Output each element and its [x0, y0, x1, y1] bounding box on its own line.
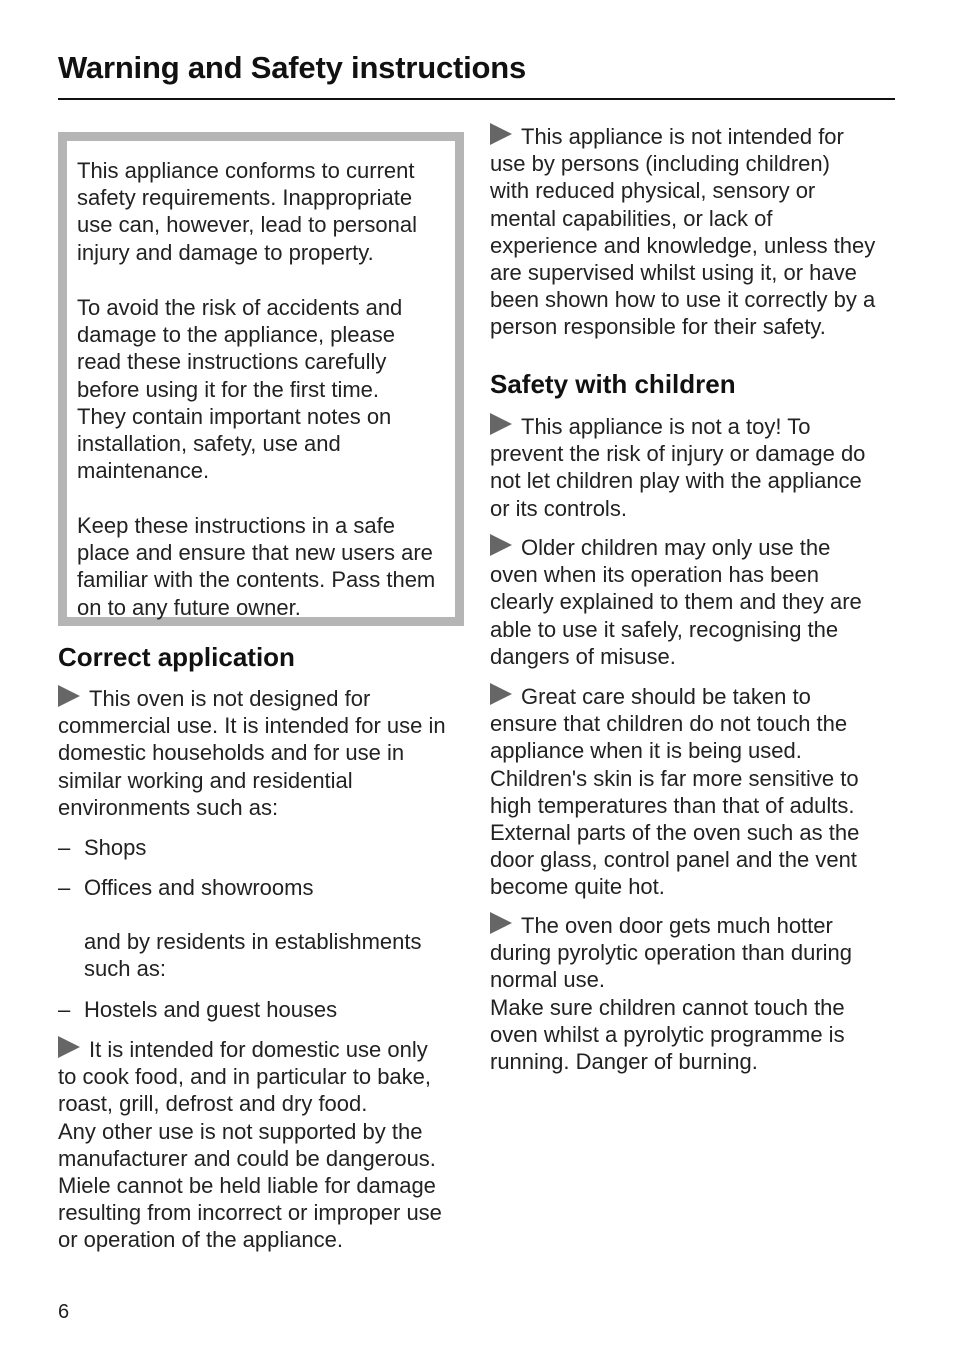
capabilities-paragraph — [490, 123, 900, 341]
title-rule — [58, 98, 895, 100]
list-item-text: Offices and showrooms — [84, 875, 314, 900]
residents-text: and by residents in establishments such as: — [84, 929, 422, 982]
triangle-right-icon — [490, 534, 512, 556]
section-heading-safety-with-children: Safety with children — [490, 369, 736, 399]
correct-application-intro — [58, 685, 468, 821]
domestic-use-text: It is intended for domestic use only to cook food, and in particular to bake, roast, grill, defrost and dry food. Any other use is not supported by the manufacturer and could be dangerous. Miele cannot be held liable for damage resulting from incorrect or improper use or operation of the appliance. — [58, 1037, 442, 1253]
triangle-right-icon — [58, 685, 80, 707]
older-children-text: Older children may only use the oven when its operation has been clearly explained to them and they are able to use it safely, recognising the dangers of misuse. — [490, 535, 862, 669]
intro-text: This oven is not designed for commercial use. It is intended for use in domestic households and for use in similar working and residential environments such as: — [58, 686, 446, 820]
triangle-right-icon — [490, 683, 512, 705]
children-paragraph-older — [490, 534, 900, 670]
pyrolytic-text: The oven door gets much hotter during pyrolytic operation than during normal use. Make sure children cannot touch the oven whilst a pyrolytic programme is running. Danger of burning. — [490, 913, 853, 1075]
capabilities-text: This appliance is not intended for use by persons (including children) with reduced physical, sensory or mental capabilities, or lack of experience and knowledge, unless they are supervised whilst using it, or have been shown how to use it correctly by a person responsible for their safety. — [490, 124, 876, 340]
dash-marker: – — [58, 875, 71, 900]
dash-marker: – — [58, 997, 71, 1022]
toy-text: This appliance is not a toy! To prevent the risk of injury or damage do not let children play with the appliance or its controls. — [490, 414, 866, 521]
domestic-use-paragraph — [58, 1036, 468, 1254]
dash-marker: – — [58, 835, 71, 860]
children-paragraph-hot-surfaces — [490, 683, 900, 901]
triangle-right-icon — [490, 413, 512, 435]
triangle-right-icon — [490, 123, 512, 145]
triangle-right-icon — [490, 912, 512, 934]
triangle-right-icon — [58, 1036, 80, 1058]
notice-paragraph-conformity: This appliance conforms to current safety requirements. Inappropriate use can, however, lead to personal injury and damage to property. — [77, 158, 418, 265]
hot-surfaces-text: Great care should be taken to ensure that children do not touch the appliance when it is being used. Children's skin is far more sensitive to high temperatures than that of adults. External parts of the oven such as the door glass, control panel and the vent become quite hot. — [490, 684, 860, 900]
notice-paragraph-keep-instructions: Keep these instructions in a safe place and ensure that new users are familiar with the contents. Pass them on to any future owner. — [77, 513, 436, 620]
list-item-text: Shops — [84, 835, 147, 860]
children-paragraph-toy — [490, 413, 900, 522]
page-number: 6 — [58, 1301, 70, 1323]
page-title: Warning and Safety instructions — [58, 50, 527, 85]
notice-paragraph-read-instructions: To avoid the risk of accidents and damage to the appliance, please read these instructions carefully before using it for the first time. They contain important notes on installation, safety, use and maintenance. — [77, 295, 403, 484]
section-heading-correct-application: Correct application — [58, 642, 295, 672]
safety-notice-box — [58, 132, 464, 626]
list-item-text: Hostels and guest houses — [84, 997, 338, 1022]
children-paragraph-pyrolytic — [490, 912, 900, 1075]
